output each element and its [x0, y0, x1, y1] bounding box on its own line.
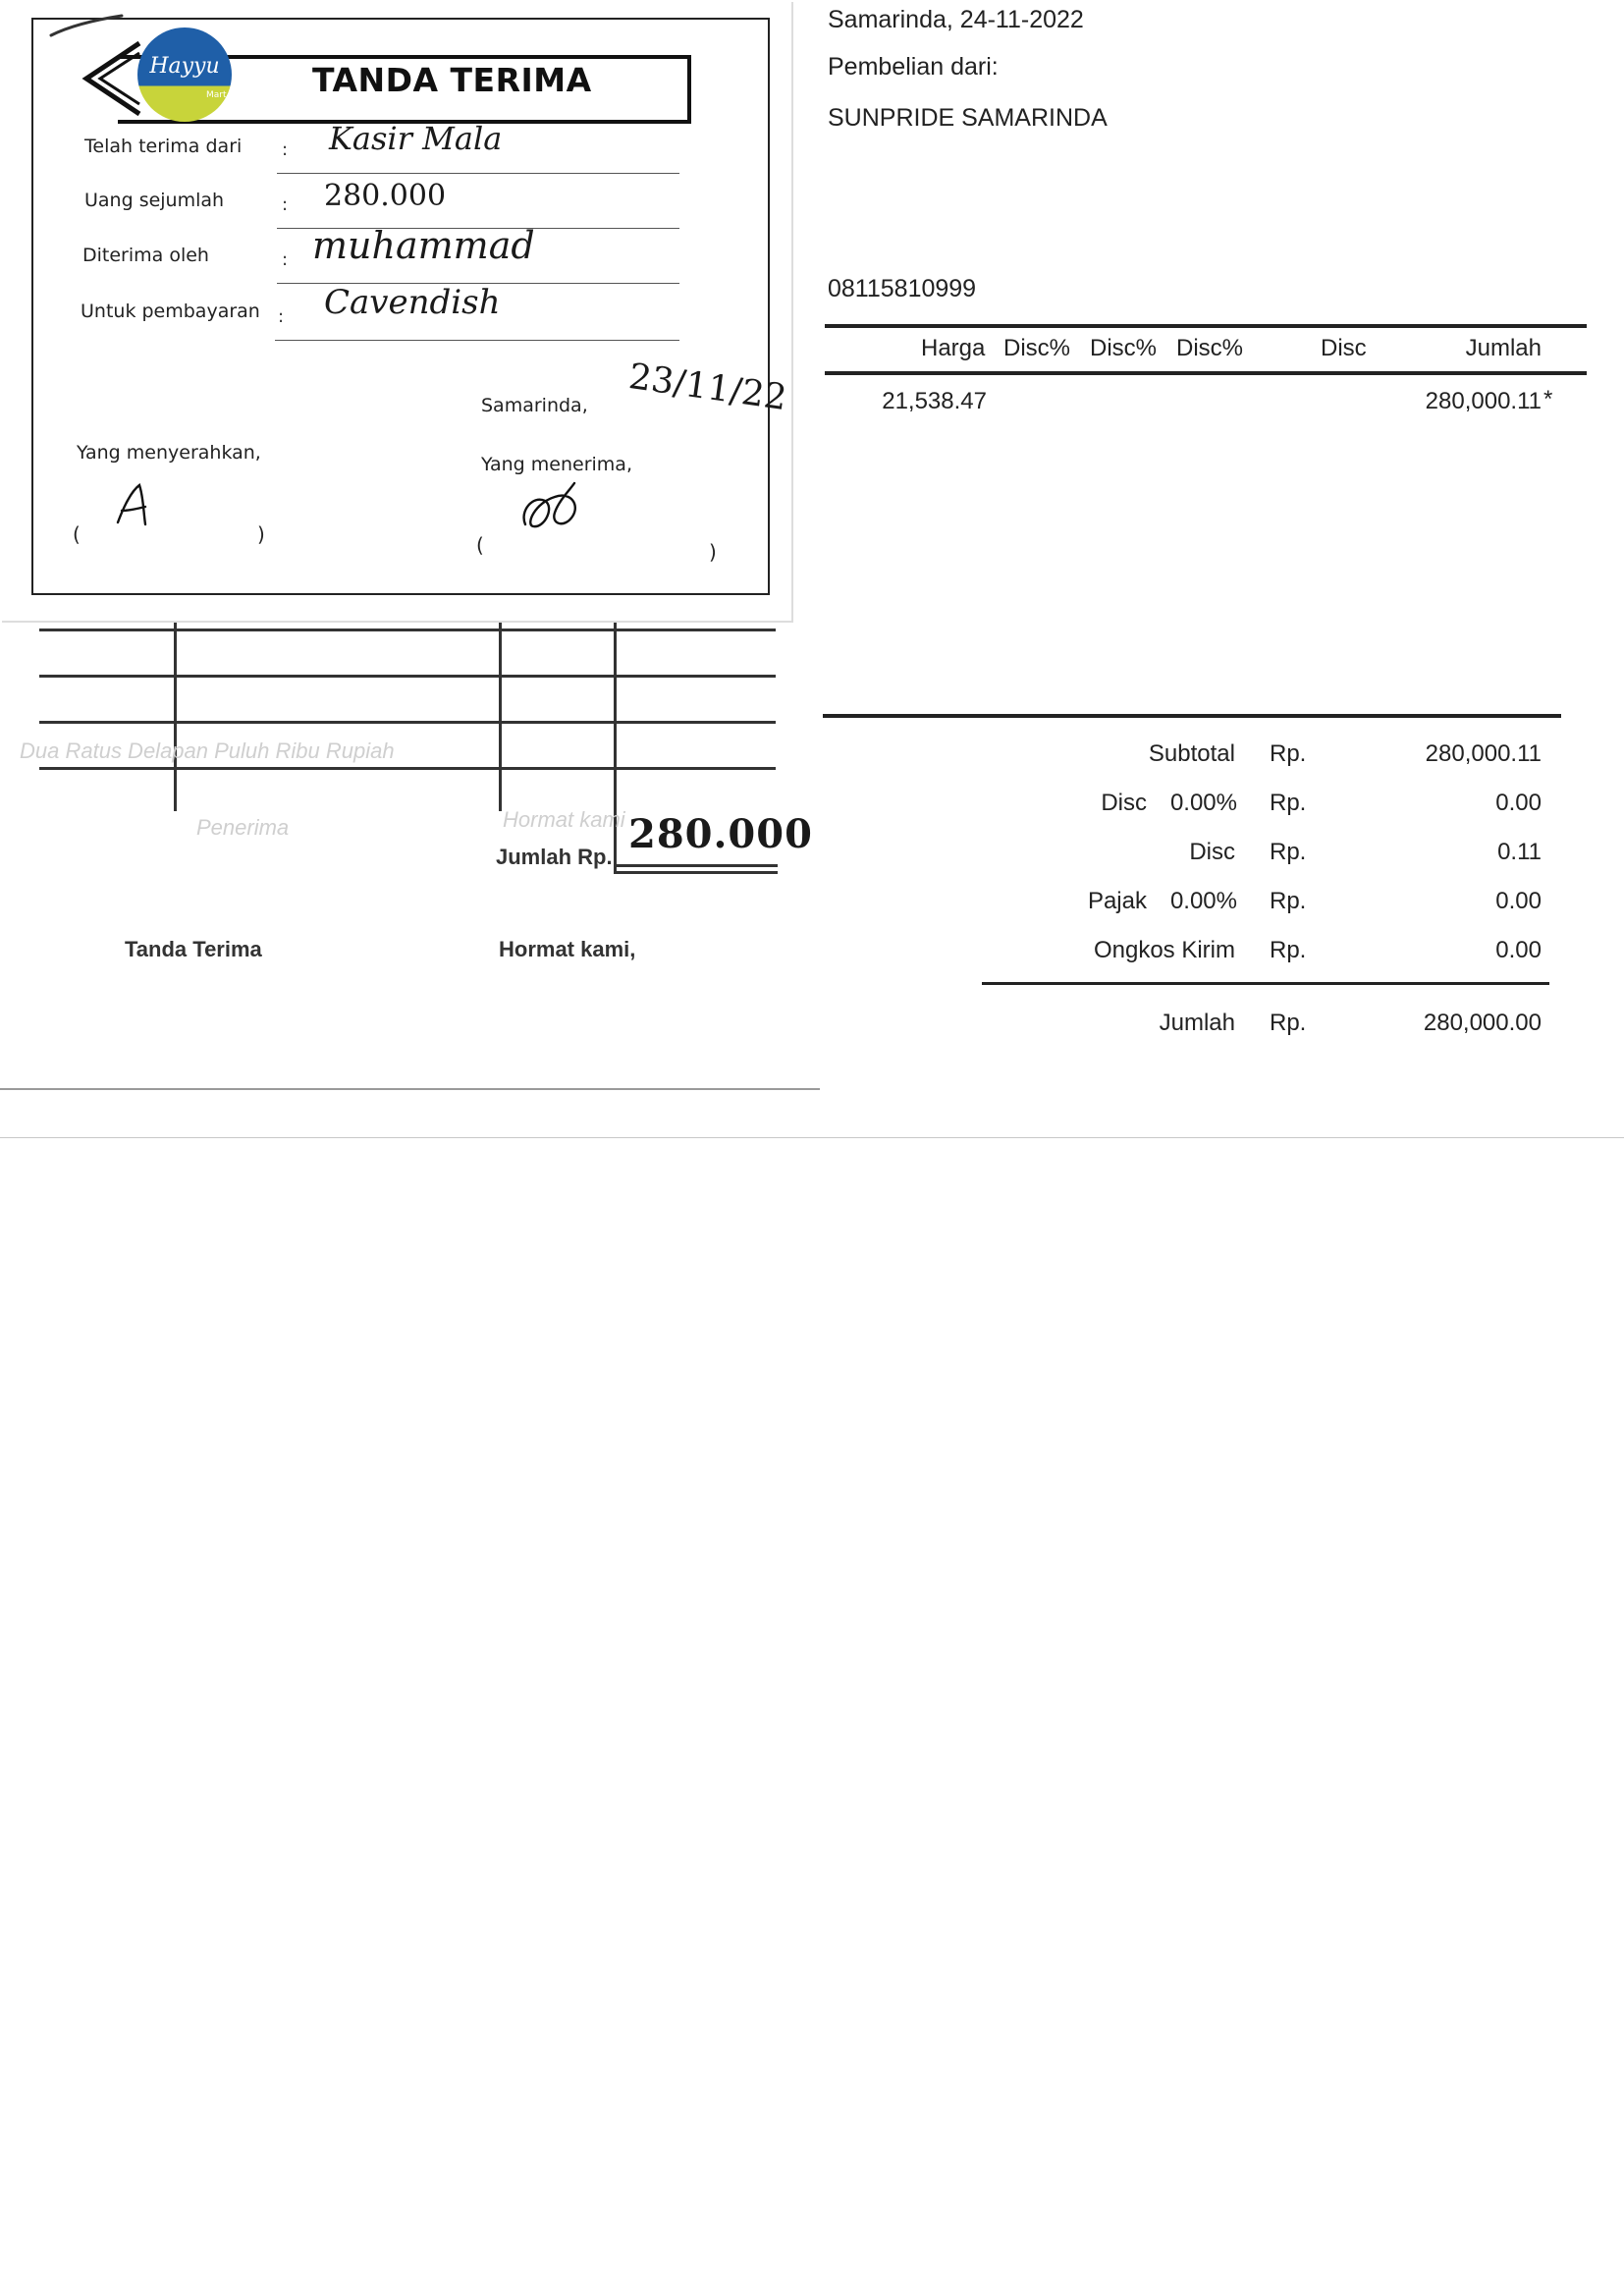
- invoice-header-bottom-rule: [825, 371, 1587, 375]
- col-disc: Disc: [1321, 335, 1367, 361]
- faint-amount-words: Dua Ratus Delapan Puluh Ribu Rupiah: [20, 738, 395, 763]
- col-disc-pct-1: Disc%: [1003, 335, 1071, 361]
- ongkos-kirim-currency: Rp.: [1270, 937, 1307, 963]
- fill-line: [277, 173, 679, 174]
- disc-pct-currency: Rp.: [1270, 790, 1307, 816]
- col-harga: Harga: [921, 335, 986, 361]
- grid-row-line: [39, 767, 776, 770]
- disc-value: 0.11: [1497, 839, 1542, 865]
- grid-row-line: [39, 629, 776, 631]
- row-harga: 21,538.47: [882, 388, 987, 414]
- field-label-telah-terima: Telah terima dari: [84, 136, 243, 157]
- invoice-place-date: Samarinda, 24-11-2022: [828, 6, 1084, 33]
- receipt-title: TANDA TERIMA: [312, 61, 592, 99]
- col-disc-pct-2: Disc%: [1090, 335, 1158, 361]
- invoice-supplier: SUNPRIDE SAMARINDA: [828, 104, 1108, 132]
- grand-total-value: 280,000.00: [1423, 1010, 1542, 1036]
- subtotal-label: Subtotal: [1148, 740, 1235, 767]
- field-value-telah-terima: Kasir Mala: [329, 120, 503, 157]
- colon: :: [278, 306, 285, 327]
- logo-subtext: Mart: [206, 90, 227, 100]
- invoice-header-top-rule: [825, 324, 1587, 328]
- hayyu-logo: [137, 27, 232, 122]
- grid-row-line: [39, 675, 776, 678]
- jumlah-rp-label: Jumlah Rp.: [496, 845, 613, 869]
- field-value-diterima-oleh: muhammad: [312, 224, 535, 267]
- grand-total-currency: Rp.: [1270, 1010, 1307, 1036]
- pajak-label: Pajak: [1087, 888, 1147, 914]
- fill-line: [275, 340, 679, 341]
- row-jumlah: 280,000.11: [1425, 388, 1542, 414]
- colon: :: [282, 139, 289, 160]
- field-value-uang-sejumlah: 280.000: [324, 179, 447, 213]
- grand-total-label: Jumlah: [1159, 1010, 1235, 1036]
- faint-penerima: Penerima: [196, 815, 290, 840]
- receipt-slip: [0, 0, 791, 621]
- pajak-currency: Rp.: [1270, 888, 1307, 914]
- row-mark: *: [1543, 386, 1553, 412]
- date-handwritten: 23/11/22: [625, 355, 789, 419]
- field-label-uang-sejumlah: Uang sejumlah: [84, 190, 225, 211]
- colon: :: [282, 249, 289, 270]
- disc-pct-percent: 0.00%: [1169, 790, 1237, 816]
- giver-signature-icon: [110, 481, 159, 530]
- field-label-diterima-oleh: Diterima oleh: [82, 245, 209, 266]
- page-edge-rule: [0, 1137, 1624, 1138]
- receiver-close-paren: ): [709, 540, 717, 564]
- invoice-phone: 08115810999: [828, 275, 977, 302]
- colon: :: [282, 194, 289, 215]
- disc-label: Disc: [1189, 839, 1235, 865]
- grid-row-line: [39, 721, 776, 724]
- disc-currency: Rp.: [1270, 839, 1307, 865]
- jumlah-handwritten: 280.000: [628, 811, 813, 857]
- subtotal-currency: Rp.: [1270, 740, 1307, 767]
- field-label-untuk-pembayaran: Untuk pembayaran: [81, 301, 260, 322]
- disc-pct-label: Disc: [1101, 790, 1147, 816]
- jumlah-box-top: [614, 864, 778, 867]
- invoice-body-bottom-rule: [823, 714, 1561, 718]
- receiver-open-paren: (: [476, 533, 484, 557]
- tanda-terima-label: Tanda Terima: [125, 937, 262, 961]
- disc-pct-value: 0.00: [1495, 790, 1542, 816]
- col-jumlah: Jumlah: [1465, 335, 1542, 361]
- hormat-kami-label: Hormat kami,: [499, 937, 636, 961]
- pen-stroke-icon: [47, 12, 126, 41]
- receiver-signature-icon: [515, 481, 589, 540]
- logo-text: Hayyu: [149, 53, 220, 79]
- ongkos-kirim-label: Ongkos Kirim: [1093, 937, 1235, 963]
- giver-label: Yang menyerahkan,: [77, 442, 261, 464]
- col-disc-pct-3: Disc%: [1176, 335, 1244, 361]
- invoice-purchase-from-label: Pembelian dari:: [828, 53, 999, 81]
- giver-close-paren: ): [257, 522, 265, 546]
- place-label: Samarinda,: [481, 395, 588, 416]
- receiver-label: Yang menerima,: [481, 454, 632, 475]
- giver-open-paren: (: [73, 522, 81, 546]
- field-value-untuk-pembayaran: Cavendish: [324, 283, 501, 322]
- ongkos-kirim-value: 0.00: [1495, 937, 1542, 963]
- note-sheet: [0, 550, 820, 1090]
- pajak-value: 0.00: [1495, 888, 1542, 914]
- totals-rule: [982, 982, 1549, 985]
- jumlah-box-double: [614, 871, 778, 874]
- faint-hormat: Hormat kami: [503, 807, 625, 832]
- subtotal-value: 280,000.11: [1425, 740, 1542, 767]
- pajak-percent: 0.00%: [1169, 888, 1237, 914]
